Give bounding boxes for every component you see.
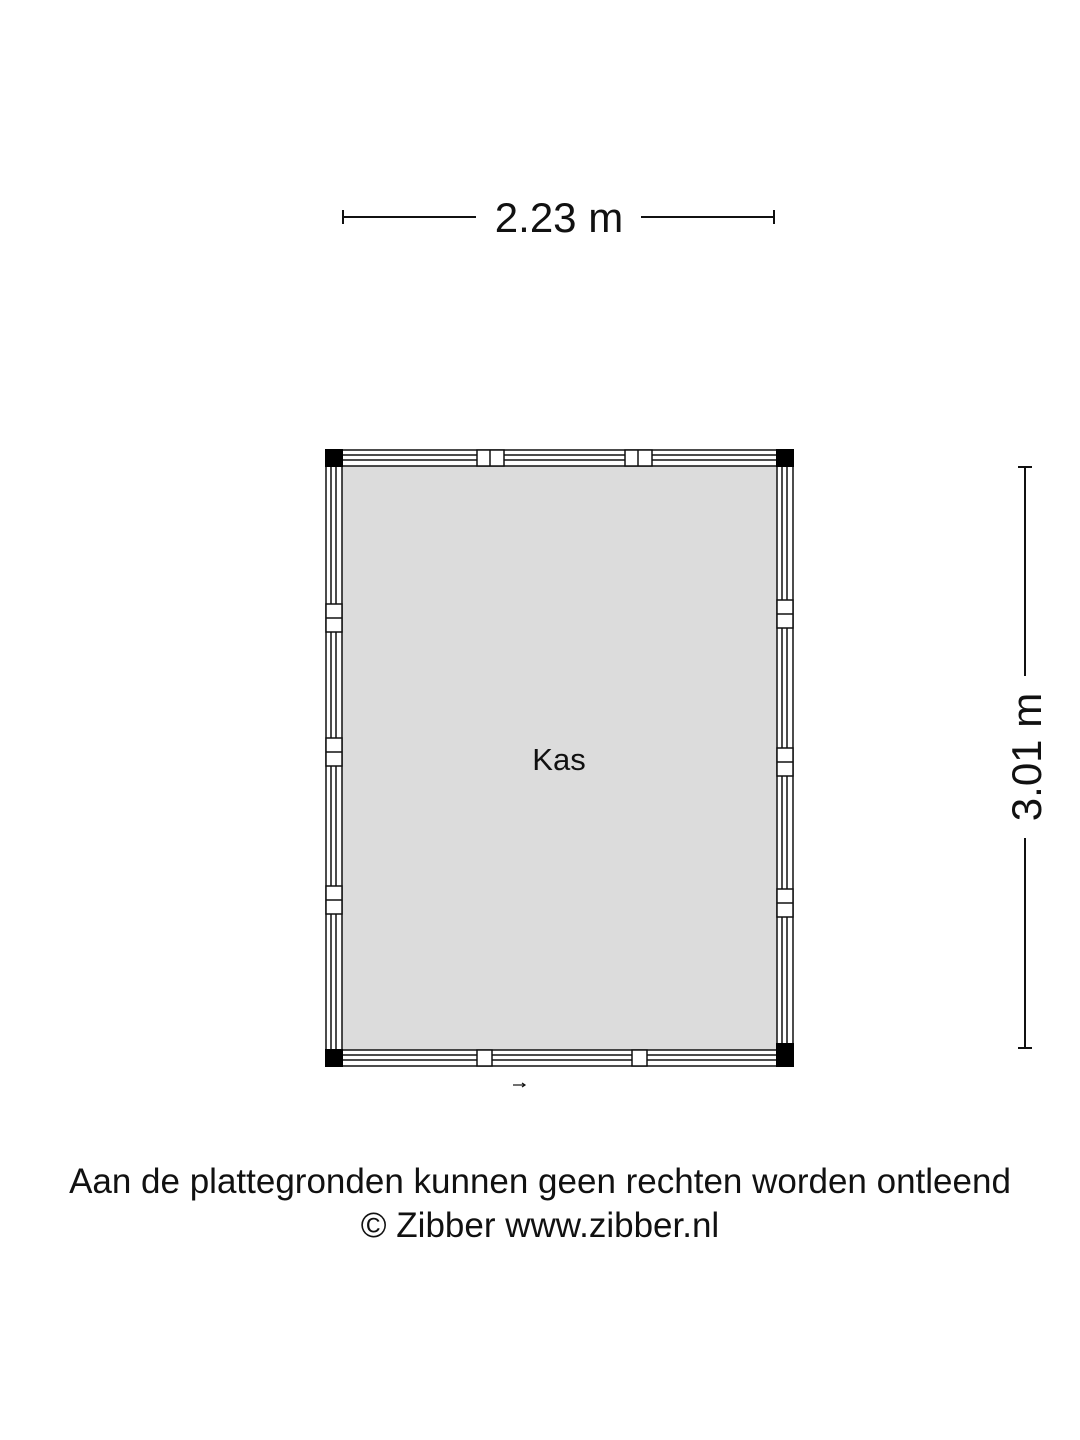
- corner-post-top-right: [776, 449, 794, 467]
- height-dimension-label: 3.01 m: [1003, 692, 1050, 822]
- corner-post-bottom-left: [325, 1049, 343, 1067]
- width-dimension: [343, 194, 774, 241]
- right-wall: [777, 466, 793, 1050]
- bottom-wall: [342, 1050, 777, 1066]
- disclaimer-text: Aan de plattegronden kunnen geen rechten worden ontleend: [69, 1162, 1011, 1201]
- corner-post-top-left: [325, 449, 343, 467]
- entrance-arrow-icon: [513, 1083, 525, 1087]
- left-wall: [326, 466, 342, 1050]
- corner-post-bottom-right: [776, 1043, 794, 1067]
- room-label: Kas: [532, 742, 586, 777]
- height-dimension: [1003, 467, 1050, 1048]
- copyright-text: © Zibber www.zibber.nl: [360, 1206, 720, 1245]
- top-wall: [342, 450, 777, 466]
- width-dimension-label: 2.23 m: [494, 194, 624, 241]
